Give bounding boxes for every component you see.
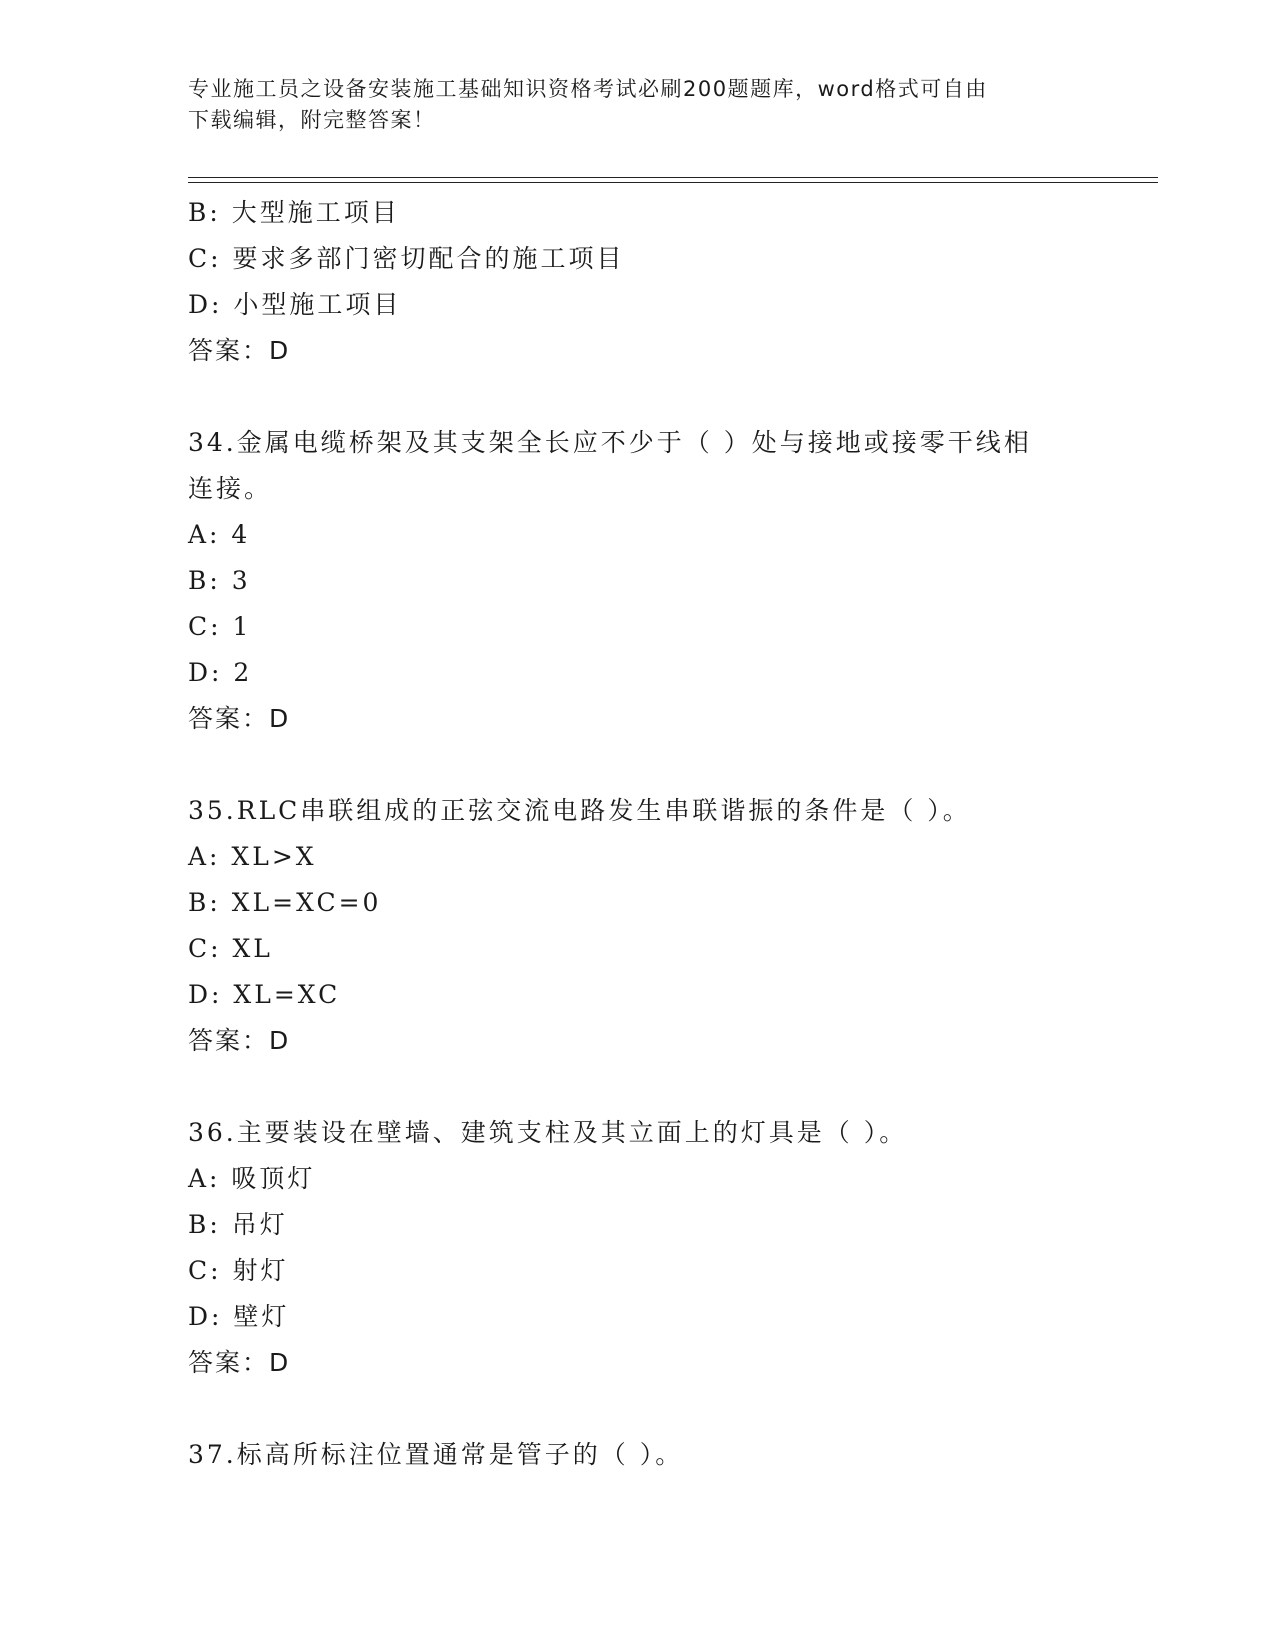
option-d: D: 小型施工项目 — [188, 290, 402, 319]
header-divider-bottom — [188, 182, 1158, 183]
option-a: A: 4 — [188, 520, 251, 549]
question-text: 35.RLC串联组成的正弦交流电路发生串联谐振的条件是（ ）。 — [188, 796, 971, 825]
header-line-2: 下载编辑，附完整答案！ — [188, 108, 436, 132]
option-c: C: 1 — [188, 612, 252, 641]
answer-line: 答案：D — [188, 1348, 291, 1377]
question-33-continuation — [188, 190, 1138, 374]
answer-line: 答案：D — [188, 1026, 291, 1055]
question-text: 34.金属电缆桥架及其支架全长应不少于（ ）处与接地或接零干线相 — [188, 428, 1032, 457]
option-c: C: 要求多部门密切配合的施工项目 — [188, 244, 625, 273]
question-content — [188, 190, 1138, 1478]
option-c: C: XL — [188, 934, 273, 963]
option-b: B: 大型施工项目 — [188, 198, 400, 227]
document-header — [188, 74, 1088, 136]
answer-line: 答案：D — [188, 336, 291, 365]
question-36 — [188, 1110, 1138, 1386]
option-d: D: 壁灯 — [188, 1302, 290, 1331]
option-c: C: 射灯 — [188, 1256, 289, 1285]
question-text: 36.主要装设在壁墙、建筑支柱及其立面上的灯具是（ ）。 — [188, 1118, 908, 1147]
option-d: D: 2 — [188, 658, 253, 687]
option-a: A: 吸顶灯 — [188, 1164, 316, 1193]
option-b: B: 3 — [188, 566, 251, 595]
question-text: 37.标高所标注位置通常是管子的（ ）。 — [188, 1440, 684, 1469]
header-line-1: 专业施工员之设备安装施工基础知识资格考试必刷200题题库，word格式可自由 — [188, 77, 988, 101]
answer-line: 答案：D — [188, 704, 291, 733]
option-d: D: XL=XC — [188, 980, 341, 1009]
option-b: B: 吊灯 — [188, 1210, 288, 1239]
question-text-continued: 连接。 — [188, 474, 273, 503]
question-35 — [188, 788, 1138, 1064]
option-b: B: XL=XC=0 — [188, 888, 382, 917]
option-a: A: XL>X — [188, 842, 317, 871]
header-divider-top — [188, 177, 1158, 178]
question-37 — [188, 1432, 1138, 1478]
question-34 — [188, 420, 1138, 742]
